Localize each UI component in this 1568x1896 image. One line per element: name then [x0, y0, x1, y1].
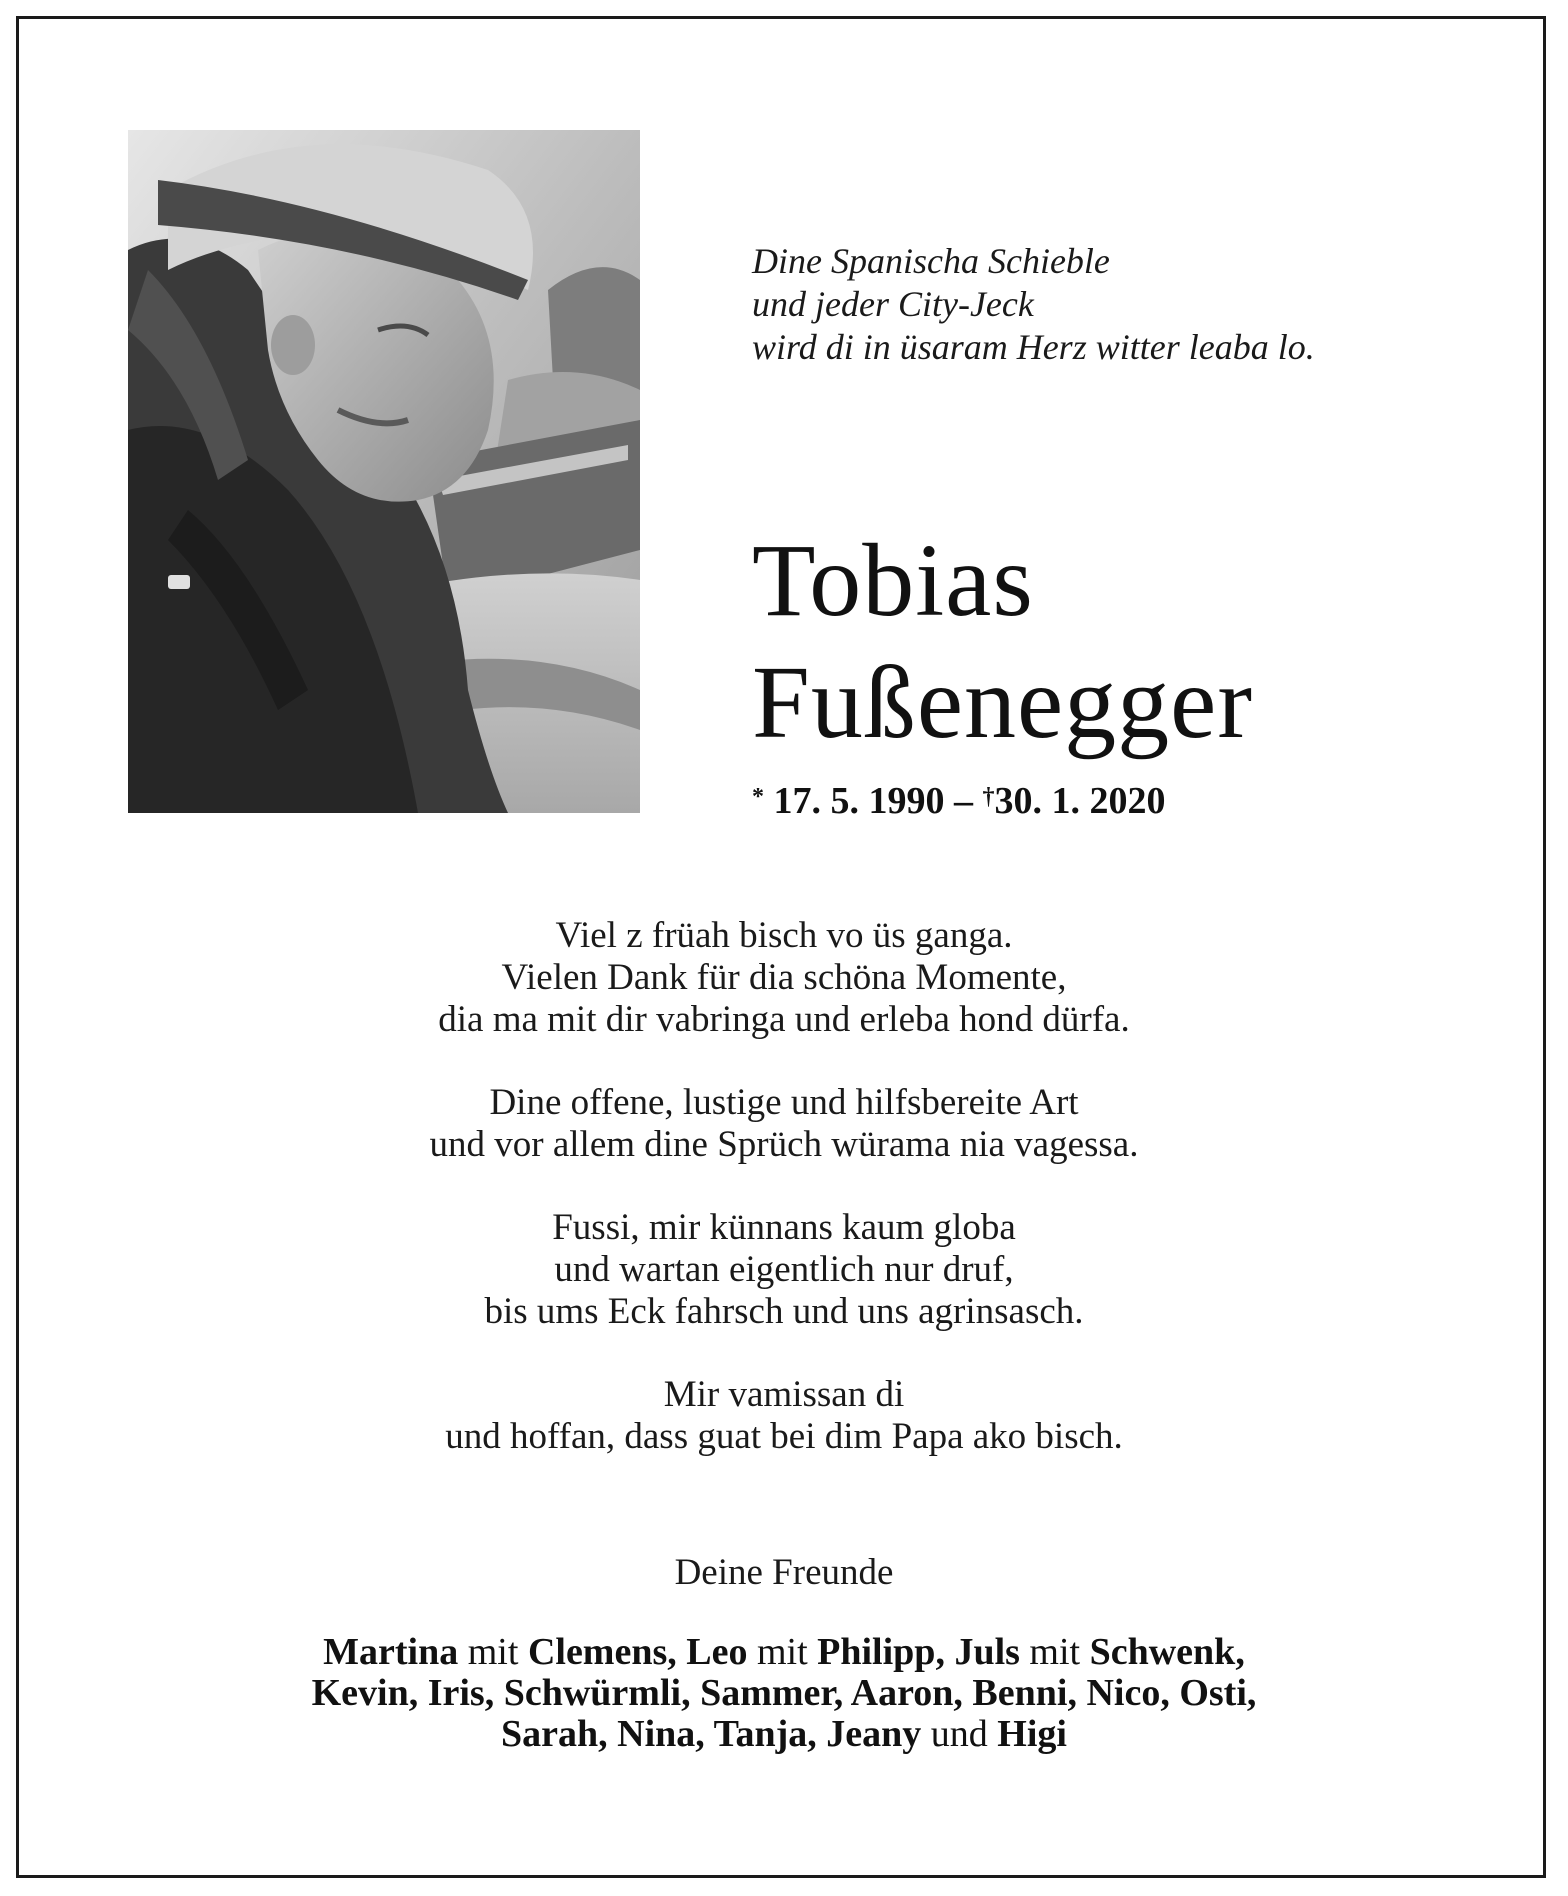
birth-symbol: *	[752, 784, 764, 810]
deceased-name	[752, 520, 1472, 764]
last-name: Fußenegger	[752, 645, 1253, 760]
portrait-photo	[128, 130, 640, 813]
poem-line: Mir vamissan di	[663, 1374, 905, 1415]
death-symbol: †	[982, 784, 995, 810]
poem	[0, 915, 1568, 1499]
connector-word: mit	[1019, 1631, 1090, 1673]
first-name: Tobias	[752, 523, 1034, 638]
poem-line: dia ma mit dir vabringa und erleba hond dürfa.	[438, 999, 1130, 1040]
friends-list	[0, 1632, 1568, 1755]
quote-line: und jeder City-Jeck	[752, 284, 1034, 324]
friend-name: Sarah, Nina, Tanja, Jeany	[501, 1713, 922, 1755]
life-dates	[752, 778, 1452, 824]
signoff: Deine Freunde	[674, 1552, 894, 1593]
poem-line: und hoffan, dass guat bei dim Papa ako bisch.	[445, 1416, 1123, 1457]
poem-line: und vor allem dine Sprüch würama nia vagessa.	[429, 1124, 1139, 1165]
friend-name: Martina	[323, 1631, 459, 1673]
friend-name: Schwenk,	[1089, 1631, 1245, 1673]
poem-line: Viel z früah bisch vo üs ganga.	[555, 915, 1013, 956]
poem-line: bis ums Eck fahrsch und uns agrinsasch.	[484, 1291, 1084, 1332]
birth-date: 17. 5. 1990	[773, 780, 945, 822]
poem-line: Dine offene, lustige und hilfsbereite Art	[489, 1082, 1079, 1123]
connector-word: und	[921, 1713, 998, 1755]
quote-line: wird di in üsaram Herz witter leaba lo.	[752, 327, 1315, 367]
friends-line	[0, 1673, 1568, 1714]
date-separator: –	[954, 780, 973, 822]
quote-line: Dine Spanischa Schieble	[752, 241, 1110, 281]
death-date: 30. 1. 2020	[994, 780, 1166, 822]
friend-name: Kevin, Iris, Schwürmli, Sammer, Aaron, Benni, Nico, Osti,	[311, 1672, 1257, 1714]
poem-stanza	[0, 1082, 1568, 1166]
friends-line	[0, 1632, 1568, 1673]
friend-name: Higi	[997, 1713, 1067, 1755]
connector-word: mit	[747, 1631, 818, 1673]
friend-name: Philipp, Juls	[817, 1631, 1020, 1673]
friend-name: Clemens, Leo	[527, 1631, 748, 1673]
poem-line: Fussi, mir künnans kaum globa	[552, 1207, 1016, 1248]
poem-line: Vielen Dank für dia schöna Momente,	[501, 957, 1067, 998]
poem-stanza	[0, 1374, 1568, 1458]
poem-stanza	[0, 915, 1568, 1041]
poem-line: und wartan eigentlich nur druf,	[554, 1249, 1014, 1290]
dedication-quote	[752, 240, 1452, 369]
connector-word: mit	[458, 1631, 528, 1673]
poem-stanza	[0, 1207, 1568, 1333]
friends-line	[0, 1714, 1568, 1755]
